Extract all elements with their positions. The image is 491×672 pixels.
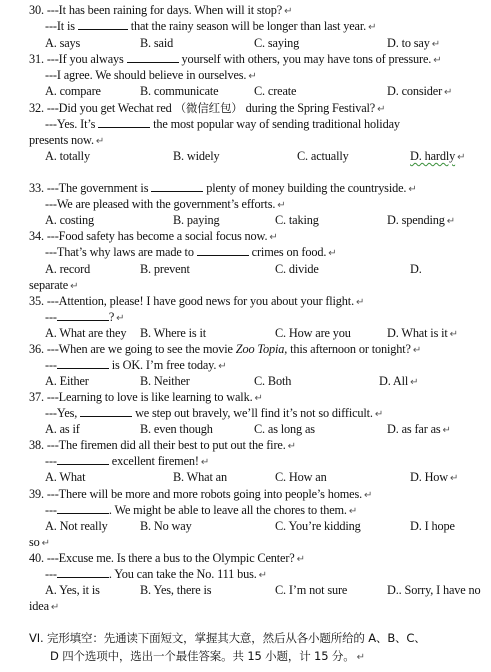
q34-stem: 34. ---Food safety has become a social focus now. ↵ [29, 229, 278, 243]
q35-stem: 35. ---Attention, please! I have good news for you about your flight. ↵ [29, 294, 365, 308]
q38-option-b[interactable]: B. What an [173, 470, 227, 484]
q33-option-b[interactable]: B. paying [173, 213, 220, 227]
q39-option-b[interactable]: B. No way [140, 519, 192, 533]
q35-option-c[interactable]: C. How are you [275, 326, 351, 340]
q33-options [45, 212, 483, 228]
answer-blank[interactable] [78, 18, 128, 30]
q33-option-c[interactable]: C. taking [275, 213, 319, 227]
q36-option-c[interactable]: C. Both [254, 374, 292, 388]
q32-reply: ---Yes. It’s the most popular way of sending traditional holiday [45, 117, 400, 131]
q33-option-a[interactable]: A. costing [45, 213, 95, 227]
q32-option-c[interactable]: C. actually [297, 149, 349, 163]
answer-blank[interactable] [57, 453, 109, 465]
q37-option-c[interactable]: C. as long as [254, 422, 315, 436]
q35-reply: --- ? ↵ [45, 310, 125, 324]
q40-option-a[interactable]: A. Yes, it is [45, 583, 100, 597]
q36-reply: --- is OK. I’m free today. ↵ [45, 358, 227, 372]
q40-reply: --- . You can take the No. 111 bus. ↵ [45, 567, 267, 581]
q37-reply: ---Yes, we step out bravely, we’ll find it’s not so difficult. ↵ [45, 406, 384, 420]
q31-option-c[interactable]: C. create [254, 84, 297, 98]
answer-blank[interactable] [57, 357, 109, 369]
q33-stem: 33. ---The government is plenty of money building the countryside. ↵ [29, 181, 417, 195]
q31-reply: ---I agree. We should believe in ourselves. ↵ [45, 68, 257, 82]
q31-option-b[interactable]: B. communicate [140, 84, 219, 98]
q34-option-a[interactable]: A. record [45, 262, 91, 276]
answer-blank[interactable] [57, 566, 109, 578]
q40-option-b[interactable]: B. Yes, there is [140, 583, 212, 597]
q37-options [45, 421, 483, 437]
q34-option-b[interactable]: B. prevent [140, 262, 190, 276]
q35-options [45, 325, 483, 341]
section-heading: VI. 完形填空：先通读下面短文，掌握其大意，然后从各小题所给的 A、B、C、 [29, 631, 426, 645]
q39-options [45, 518, 483, 534]
q34-reply: ---That’s why laws are made to crimes on food. ↵ [45, 245, 337, 259]
q32-options [45, 148, 483, 164]
q39-stem: 39. ---There will be more and more robots going into people’s homes. ↵ [29, 487, 373, 501]
q36-stem: 36. ---When are we going to see the movie Zoo Topia, this afternoon or tonight? ↵ [29, 342, 422, 356]
q37-stem: 37. ---Learning to love is like learning to walk. ↵ [29, 390, 263, 404]
q38-stem: 38. ---The firemen did all their best to put out the fire. ↵ [29, 438, 296, 452]
q36-option-d[interactable]: D. All ↵ [379, 374, 419, 388]
q32-reply-cont: presents now. ↵ [29, 133, 105, 147]
q39-option-d-cont: so ↵ [29, 535, 50, 549]
q31-option-d[interactable]: D. consider ↵ [387, 84, 453, 98]
answer-blank[interactable] [127, 51, 179, 63]
q40-stem: 40. ---Excuse me. Is there a bus to the Olympic Center? ↵ [29, 551, 305, 565]
q34-option-d-cont: separate ↵ [29, 278, 79, 292]
q40-option-d-cont: idea ↵ [29, 599, 60, 613]
q35-option-a[interactable]: A. What are they [45, 326, 127, 340]
q33-reply: ---We are pleased with the government’s efforts. ↵ [45, 197, 286, 211]
q38-option-d[interactable]: D. How ↵ [410, 470, 459, 484]
q35-option-d[interactable]: D. What is it ↵ [387, 326, 458, 340]
q32-stem: 32. ---Did you get Wechat red （微信红包） during the Spring Festival? ↵ [29, 101, 386, 115]
q39-option-c[interactable]: C. You’re kidding [275, 519, 361, 533]
q40-option-c[interactable]: C. I’m not sure [275, 583, 348, 597]
q31-options [45, 83, 483, 99]
q37-option-a[interactable]: A. as if [45, 422, 80, 436]
q38-options [45, 469, 483, 485]
q30-option-c[interactable]: C. saying [254, 36, 300, 50]
q36-option-b[interactable]: B. Neither [140, 374, 190, 388]
q31-option-a[interactable]: A. compare [45, 84, 101, 98]
answer-blank[interactable] [151, 180, 203, 192]
q32-option-b[interactable]: B. widely [173, 149, 220, 163]
answer-blank[interactable] [57, 309, 109, 321]
q39-option-d[interactable]: D. I hope [410, 519, 455, 533]
section-heading-cont: D 四个选项中，选出一个最佳答案。共 15 小题，计 15 分。 ↵ [50, 649, 365, 663]
q36-option-a[interactable]: A. Either [45, 374, 89, 388]
answer-blank[interactable] [197, 244, 249, 256]
q30-option-a[interactable]: A. says [45, 36, 81, 50]
q31-stem: 31. ---If you always yourself with others, you may have tons of pressure. ↵ [29, 52, 442, 66]
q38-option-c[interactable]: C. How an [275, 470, 327, 484]
answer-blank[interactable] [80, 405, 132, 417]
q38-option-a[interactable]: A. What [45, 470, 86, 484]
q38-reply: --- excellent firemen! ↵ [45, 454, 210, 468]
q39-reply: --- . We might be able to leave all the chores to them. ↵ [45, 503, 358, 517]
q30-reply: ---It is that the rainy season will be longer than last year. ↵ [45, 19, 377, 33]
answer-blank[interactable] [57, 502, 109, 514]
q32-option-d[interactable]: D. hardly ↵ [410, 149, 466, 163]
q34-option-c[interactable]: C. divide [275, 262, 319, 276]
q30-stem: 30. ---It has been raining for days. When will it stop? ↵ [29, 3, 293, 17]
q34-options [45, 261, 483, 277]
q30-options [45, 35, 483, 51]
q37-option-b[interactable]: B. even though [140, 422, 213, 436]
q34-option-d[interactable]: D. [410, 262, 422, 276]
q37-option-d[interactable]: D. as far as ↵ [387, 422, 451, 436]
q36-options [45, 373, 483, 389]
q33-option-d[interactable]: D. spending ↵ [387, 213, 456, 227]
q32-option-a[interactable]: A. totally [45, 149, 90, 163]
q35-option-b[interactable]: B. Where is it [140, 326, 206, 340]
q40-options [45, 582, 483, 598]
q30-option-b[interactable]: B. said [140, 36, 174, 50]
answer-blank[interactable] [98, 116, 150, 128]
q39-option-a[interactable]: A. Not really [45, 519, 108, 533]
q40-option-d[interactable]: D.. Sorry, I have no [387, 583, 481, 597]
q30-option-d[interactable]: D. to say ↵ [387, 36, 440, 50]
